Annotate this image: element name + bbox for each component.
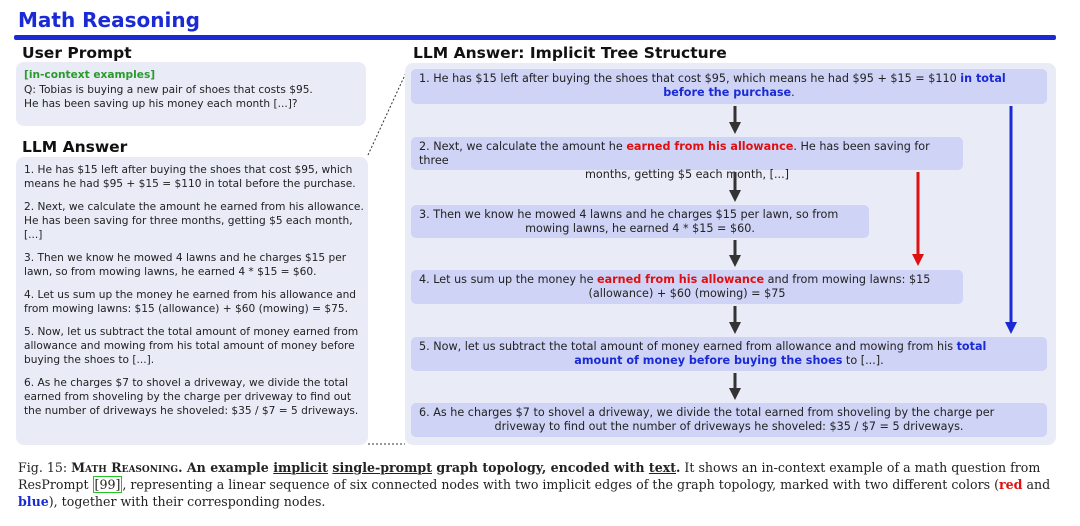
prompt-line-2: He has been saving up his money each month [...]?	[24, 98, 298, 110]
caption-text: , representing a linear sequence of six connected nodes with two implicit edges of the graph topology, marked with two different colors (	[122, 477, 999, 492]
node-highlight-blue: amount of money before buying the shoes	[574, 354, 843, 367]
figure-title: Math Reasoning	[18, 8, 200, 32]
caption-text: and	[1022, 477, 1051, 492]
node-highlight-blue: total	[956, 340, 987, 353]
prompt-line-1: Q: Tobias is buying a new pair of shoes that costs $95.	[24, 84, 313, 96]
caption-citation[interactable]: [99]	[94, 477, 121, 492]
tree-heading: LLM Answer: Implicit Tree Structure	[413, 44, 727, 62]
user-prompt-heading: User Prompt	[22, 44, 132, 62]
node-text: to [...].	[842, 354, 884, 367]
node-text: 4. Let us sum up the money he	[419, 273, 598, 286]
node-text: . He has been saving for three	[419, 140, 930, 167]
caption-bold: .	[676, 460, 681, 475]
caption-bold: graph topology, encoded with	[432, 460, 649, 475]
caption-text: ), together with their corresponding nodes.	[48, 494, 326, 509]
node-text: 5. Now, let us subtract the total amount of money earned from allowance and mowing from his	[419, 340, 957, 353]
caption-underline: text	[648, 460, 677, 475]
in-context-tag: [in-context examples]	[24, 69, 156, 81]
node-text: and from mowing lawns: $15	[764, 273, 931, 286]
node-highlight-blue: before the purchase	[663, 86, 792, 99]
caption-small-caps: Math Reasoning	[71, 460, 179, 475]
answer-step: 2. Next, we calculate the amount he earned from his allowance. He has been saving for three months, getting $5 each month, [...]	[24, 201, 364, 241]
node-text: 3. Then we know he mowed 4 lawns and he charges $15 per lawn, so from	[419, 208, 839, 221]
node-highlight-blue: in total	[960, 72, 1006, 85]
caption-underline: implicit	[273, 460, 328, 475]
caption-fig-number: Fig. 15:	[18, 460, 72, 475]
caption-underline: single-prompt	[332, 460, 433, 475]
caption-bold: . An example	[178, 460, 274, 475]
node-text: .	[791, 86, 795, 99]
figure-caption	[18, 459, 1058, 510]
caption-red-word: red	[999, 477, 1023, 492]
node-text: driveway to find out the number of driveways he shoveled: $35 / $7 = 5 driveways.	[494, 420, 964, 433]
node-text: mowing lawns, he earned 4 * $15 = $60.	[525, 222, 755, 235]
answer-step: 4. Let us sum up the money he earned from his allowance and from mowing lawns: $15 (allowance) + $60 (mowing) = $75.	[24, 289, 357, 315]
caption-blue-word: blue	[18, 494, 49, 509]
node-text: months, getting $5 each month, [...]	[584, 168, 789, 181]
node-highlight-red: earned from his allowance	[597, 273, 765, 286]
node-text: 1. He has $15 left after buying the shoes that cost $95, which means he had $95 + $15 = $110	[419, 72, 961, 85]
answer-step: 6. As he charges $7 to shovel a driveway, we divide the total earned from shoveling by the charge per driveway to find out the number of driveways he shoveled: $35 / $7 = 5 driveways.	[24, 377, 359, 417]
node-text: 6. As he charges $7 to shovel a driveway, we divide the total earned from shoveling by the charge per	[419, 406, 995, 419]
node-text: 2. Next, we calculate the amount he	[419, 140, 627, 153]
answer-step: 5. Now, let us subtract the total amount of money earned from allowance and mowing from his total amount of money before buying the shoes to [...].	[24, 326, 359, 366]
node-highlight-red: earned from his allowance	[626, 140, 794, 153]
node-text: (allowance) + $60 (mowing) = $75	[588, 287, 786, 300]
answer-step: 3. Then we know he mowed 4 lawns and he charges $15 per lawn, so from mowing lawns, he earned 4 * $15 = $60.	[24, 252, 347, 278]
answer-step: 1. He has $15 left after buying the shoes that cost $95, which means he had $95 + $15 = $110 in total before the purchase.	[24, 164, 356, 190]
llm-answer-heading: LLM Answer	[22, 138, 128, 156]
caption-text: It shows an in-context example of a math question from ResPrompt	[18, 460, 1041, 492]
